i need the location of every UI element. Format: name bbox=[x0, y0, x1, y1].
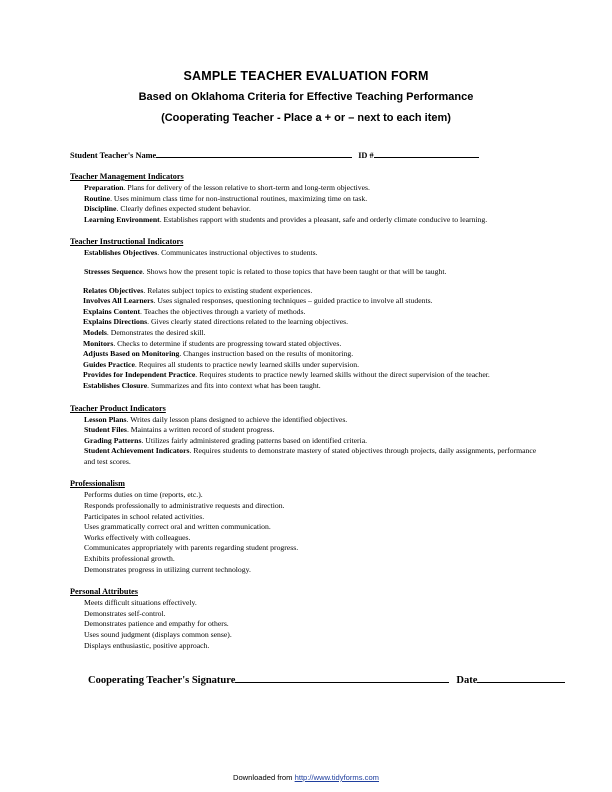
item-text: . Gives clearly stated directions related to the learning objectives. bbox=[147, 317, 349, 327]
list-item[interactable] bbox=[70, 522, 542, 533]
list-item[interactable] bbox=[70, 598, 542, 609]
list-item[interactable] bbox=[70, 381, 542, 392]
item-lead: Explains Content bbox=[83, 306, 141, 316]
id-number-field[interactable] bbox=[374, 148, 479, 158]
item-text: . Plans for delivery of the lesson relative to short-term and long-term objectives. bbox=[123, 183, 370, 192]
page-instruction: (Cooperating Teacher - Place a + or – next to each item) bbox=[161, 112, 451, 124]
item-text: Uses sound judgment (displays common sense). bbox=[84, 630, 232, 639]
item-text: . Checks to determine if students are progressing toward stated objectives. bbox=[113, 338, 342, 348]
section-heading: Personal Attributes bbox=[70, 587, 138, 597]
section-heading: Teacher Product Indicators bbox=[70, 403, 166, 413]
item-text: . Shows how the present topic is related to those topics that have been taught or that will be taught. bbox=[142, 266, 447, 276]
date-field[interactable] bbox=[477, 673, 565, 683]
list-item[interactable] bbox=[70, 370, 542, 381]
list-item[interactable] bbox=[70, 543, 542, 554]
section-heading: Professionalism bbox=[70, 479, 125, 489]
item-text: . Communicates instructional objectives to students. bbox=[157, 248, 318, 258]
item-lead: Lesson Plans bbox=[84, 414, 127, 424]
item-text: Displays enthusiastic, positive approach. bbox=[84, 640, 210, 650]
item-text: Demonstrates self-control. bbox=[84, 608, 166, 618]
list-item[interactable] bbox=[70, 204, 542, 215]
list-item[interactable] bbox=[70, 267, 542, 278]
footer-source-link[interactable]: http://www.tidyforms.com bbox=[294, 773, 380, 782]
item-lead: Provides for Independent Practice bbox=[83, 370, 196, 380]
item-text: . Summarizes and fits into context what has been taught. bbox=[147, 380, 321, 390]
list-item[interactable] bbox=[70, 490, 542, 501]
list-item[interactable] bbox=[70, 194, 542, 205]
item-text: . Changes instruction based on the results of monitoring. bbox=[179, 349, 354, 359]
item-lead: Relates Objectives bbox=[83, 285, 144, 295]
list-item[interactable] bbox=[70, 286, 542, 297]
section-heading: Teacher Management Indicators bbox=[70, 172, 184, 181]
item-lead: Learning Environment bbox=[84, 214, 160, 224]
item-text: Demonstrates patience and empathy for others. bbox=[84, 619, 229, 629]
item-text: . Establishes rapport with students and provides a pleasant, safe and orderly climate conducive to learning. bbox=[159, 214, 488, 224]
item-lead: Establishes Objectives bbox=[84, 248, 158, 258]
section-item-list bbox=[70, 183, 542, 225]
list-item[interactable] bbox=[70, 339, 542, 350]
title-block bbox=[70, 68, 542, 127]
section-professionalism bbox=[70, 478, 542, 575]
signature-field[interactable] bbox=[235, 673, 449, 683]
list-item[interactable] bbox=[70, 554, 542, 565]
list-item[interactable] bbox=[70, 317, 542, 328]
item-text: . Requires students to demonstrate mastery of stated objectives through projects, daily assignments, performance and test scores. bbox=[84, 446, 537, 466]
item-text: . Relates subject topics to existing student experiences. bbox=[143, 285, 313, 295]
list-item[interactable] bbox=[70, 215, 542, 226]
list-item[interactable] bbox=[70, 501, 542, 512]
item-lead: Student Files bbox=[84, 425, 127, 435]
item-lead: Explains Directions bbox=[83, 317, 148, 327]
item-text: Responds professionally to administrative requests and direction. bbox=[84, 501, 285, 511]
list-item[interactable] bbox=[70, 641, 542, 652]
item-lead: Student Achievement Indicators bbox=[84, 446, 190, 456]
item-text: . Clearly defines expected student behavior. bbox=[116, 204, 251, 214]
item-text: . Uses signaled responses, questioning techniques – guided practice to involve all students. bbox=[153, 296, 433, 306]
item-lead: Monitors bbox=[83, 338, 114, 348]
section-teacher-product-indicators bbox=[70, 403, 542, 468]
item-text: Participates in school related activities. bbox=[84, 511, 205, 521]
student-teacher-row bbox=[70, 148, 542, 160]
item-text: Uses grammatically correct oral and written communication. bbox=[84, 522, 271, 532]
item-lead: Adjusts Based on Monitoring bbox=[83, 349, 180, 359]
section-heading: Teacher Instructional Indicators bbox=[70, 237, 184, 247]
signature-row bbox=[70, 673, 542, 686]
item-lead: Stresses Sequence bbox=[84, 266, 143, 276]
list-item[interactable] bbox=[70, 425, 542, 436]
list-item[interactable] bbox=[70, 415, 542, 426]
item-lead: Models bbox=[83, 327, 107, 337]
id-label: ID # bbox=[358, 151, 374, 160]
footer-prefix: Downloaded from bbox=[232, 773, 295, 782]
date-label: Date bbox=[456, 675, 478, 687]
student-teacher-name-field[interactable] bbox=[156, 148, 352, 158]
section-item-list bbox=[70, 415, 542, 468]
list-item[interactable] bbox=[70, 349, 542, 360]
page-subtitle: Based on Oklahoma Criteria for Effective Teaching Performance bbox=[138, 91, 474, 103]
list-item[interactable] bbox=[70, 360, 542, 371]
item-text: . Requires students to practice newly learned skills without the direct supervision of the teacher. bbox=[195, 370, 490, 380]
section-personal-attributes bbox=[70, 586, 542, 651]
list-item[interactable] bbox=[70, 609, 542, 620]
item-lead: Routine bbox=[84, 193, 111, 203]
item-lead: Involves All Learners bbox=[83, 296, 154, 306]
document-content bbox=[70, 68, 542, 686]
section-item-list bbox=[70, 490, 542, 575]
item-text: . Maintains a written record of student progress. bbox=[126, 425, 275, 435]
item-lead: Guides Practice bbox=[83, 359, 135, 369]
item-text: . Writes daily lesson plans designed to achieve the identified objectives. bbox=[126, 414, 348, 424]
item-text: . Uses minimum class time for non-instructional routines, maximizing time on task. bbox=[110, 193, 368, 203]
section-item-list bbox=[70, 248, 542, 391]
list-item[interactable] bbox=[70, 436, 542, 447]
item-lead: Establishes Closure bbox=[83, 380, 148, 390]
page-title: SAMPLE TEACHER EVALUATION FORM bbox=[183, 69, 429, 83]
section-item-list bbox=[70, 598, 542, 651]
list-item[interactable] bbox=[70, 296, 542, 307]
section-teacher-instructional-indicators bbox=[70, 236, 542, 391]
footer bbox=[0, 773, 612, 782]
item-text: Works effectively with colleagues. bbox=[84, 532, 191, 542]
list-item[interactable] bbox=[70, 630, 542, 641]
item-text: Communicates appropriately with parents regarding student progress. bbox=[84, 543, 299, 553]
item-text: Exhibits professional growth. bbox=[84, 554, 175, 564]
item-text: . Demonstrates the desired skill. bbox=[106, 327, 206, 337]
item-text: Meets difficult situations effectively. bbox=[84, 598, 197, 608]
list-item[interactable] bbox=[70, 183, 542, 194]
student-teacher-label: Student Teacher's Name bbox=[70, 151, 157, 160]
list-item[interactable] bbox=[70, 248, 542, 259]
list-item[interactable] bbox=[70, 619, 542, 630]
list-item[interactable] bbox=[70, 565, 542, 576]
item-text: . Utilizes fairly administered grading patterns based on identified criteria. bbox=[141, 435, 368, 445]
item-lead: Grading Patterns bbox=[84, 435, 142, 445]
item-text: . Teaches the objectives through a variety of methods. bbox=[140, 306, 306, 316]
item-lead: Discipline bbox=[84, 204, 117, 214]
list-item[interactable] bbox=[70, 307, 542, 318]
item-text: . Requires all students to practice newly learned skills under supervision. bbox=[134, 359, 360, 369]
item-text: Demonstrates progress in utilizing current technology. bbox=[84, 564, 251, 574]
signature-label: Cooperating Teacher's Signature bbox=[88, 675, 236, 687]
list-item[interactable] bbox=[70, 446, 542, 467]
list-item[interactable] bbox=[70, 512, 542, 523]
item-text: Performs duties on time (reports, etc.). bbox=[84, 490, 203, 500]
item-lead: Preparation bbox=[84, 183, 124, 192]
section-teacher-management-indicators bbox=[70, 171, 542, 225]
list-item[interactable] bbox=[70, 533, 542, 544]
list-item[interactable] bbox=[70, 328, 542, 339]
